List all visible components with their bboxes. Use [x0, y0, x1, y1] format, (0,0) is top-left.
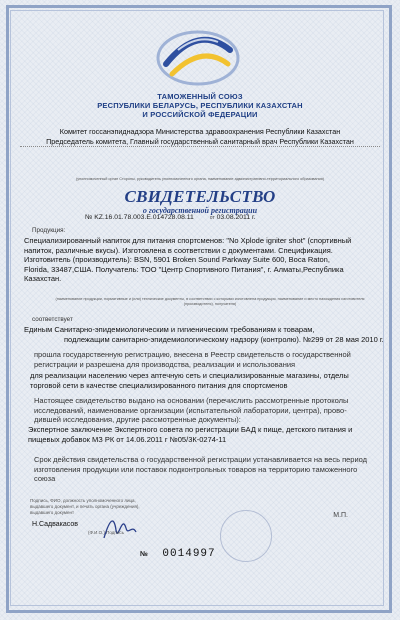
authority-line-1: Комитет госсанэпиднадзора Министерства здравоохранения Республики Казахстан	[59, 127, 341, 136]
issuer-caption: (уполномоченный орган Стороны, руководитель уполномоченного органа, наименование административно-территориального образования)	[75, 177, 325, 181]
signatory-name: Н.Садвакасов	[32, 521, 78, 528]
basis-line-2: исследований, наименование организации (испытательной лаборатории, центра), прово-	[34, 405, 347, 415]
union-header	[20, 92, 380, 119]
header-line-3: И РОССИЙСКОЙ ФЕДЕРАЦИИ	[142, 110, 258, 119]
expert-line-2: пищевых добавок МЗ РК от 14.06.2011 г №05/3К-0274-11	[28, 434, 227, 444]
expert-line-1: Экспертное заключение Экспертного совета по регистрации БАД к пище, детского питания и	[28, 425, 353, 434]
product-label: Продукция:	[32, 227, 66, 234]
compliance-label: соответствует	[32, 316, 73, 323]
basis-line-1: Настоящее свидетельство выдано на основании (перечислить рассмотренные протоколы	[34, 396, 349, 405]
registration-number: KZ.16.01.78.003.E.014728.08.11	[94, 214, 194, 221]
document-title: СВИДЕТЕЛЬСТВО	[124, 187, 276, 206]
serial-prefix: №	[140, 551, 149, 558]
product-line-4: Florida, 33487,США. Получатель: ТОО "Центр Спортивного Питания", г. Алматы,Республика	[24, 264, 344, 274]
product-line-3: Изготовитель (производитель): BSN, 5901 Broken Sound Parkway Suite 600, Boca Raton,	[24, 255, 330, 264]
signatory-fio-note: (Ф.И.О.) Подпись	[88, 530, 124, 535]
registration-date: 03.08.2011 г.	[216, 214, 256, 221]
validity-line-1: Срок действия свидетельства о государственной регистрации устанавливается на весь период	[34, 455, 368, 464]
registered-line-2: регистрации и разрешена для производства, реализации и использования	[34, 359, 296, 369]
product-line-1: Специализированный напиток для питания спортсменов: "No Xplode igniter shot" (спортивный	[24, 236, 352, 245]
header-line-2: РЕСПУБЛИКИ БЕЛАРУСЬ, РЕСПУБЛИКИ КАЗАХСТАН	[97, 101, 303, 110]
usage-scope	[30, 371, 386, 390]
authority-line-2: Председатель комитета, Главный государственный санитарный врач Республики Казахстан	[20, 137, 380, 148]
validity-line-2: изготовления продукции или поставок подконтрольных товаров на территорию таможенного	[34, 464, 358, 474]
serial-number	[140, 548, 216, 560]
document-subtitle: о государственной регистрации	[142, 206, 258, 215]
registration-from-label: от	[209, 215, 215, 221]
validity-line-3: союза	[34, 474, 56, 483]
validity-statement	[34, 455, 386, 484]
header-line-1: ТАМОЖЕННЫЙ СОЮЗ	[157, 92, 243, 101]
registered-line-1: прошла государственную регистрацию, внесена в Реестр свидетельств о государственной	[34, 350, 351, 359]
registration-statement	[34, 350, 386, 369]
basis-line-3: дившей исследования, другие рассмотренные документы):	[34, 415, 241, 424]
expert-conclusion	[28, 425, 386, 444]
basis-statement	[34, 396, 386, 425]
product-line-5: Казахстан.	[24, 274, 62, 283]
usage-line-1: для реализации населению через аптечную сеть и специализированные магазины, отделы	[30, 371, 349, 380]
compliance-line-1: Единым Санитарно-эпидемиологическим и гигиеническим требованиям к товарам,	[24, 325, 315, 334]
signatory-caption: Подпись, ФИО, должность уполномоченного лица, выдавшего документ, и печать органа (учреждения), выдавшего документ	[30, 498, 140, 515]
registration-line	[85, 214, 256, 221]
stamp-label: М.П.	[333, 512, 348, 519]
product-line-2: напиток, различные вкусы). Изготовлена в соответствии с документами. Спецификация.	[24, 245, 333, 255]
stamp-area	[272, 510, 362, 550]
registration-no-prefix: №	[85, 214, 93, 221]
product-description	[24, 236, 384, 284]
product-caption: (наименование продукции, нормативные и (или) технические документы, в соответствии с которыми изготовлена продукция, наименование и место нахождения изготовителя (производителя), получателя)	[55, 297, 365, 306]
official-seal-icon	[220, 510, 272, 562]
usage-line-2: торговой сети в качестве специализированного питания для спортсменов	[30, 380, 288, 390]
compliance-line-2: подлежащим санитарно-эпидемиологическому надзору (контролю). №299 от 28 мая 2010 г.	[64, 334, 384, 344]
customs-union-emblem-icon	[148, 20, 248, 90]
signature-icon	[100, 508, 140, 548]
issuing-authority	[20, 127, 380, 147]
compliance-text	[24, 325, 384, 344]
serial-value: 0014997	[162, 548, 216, 560]
